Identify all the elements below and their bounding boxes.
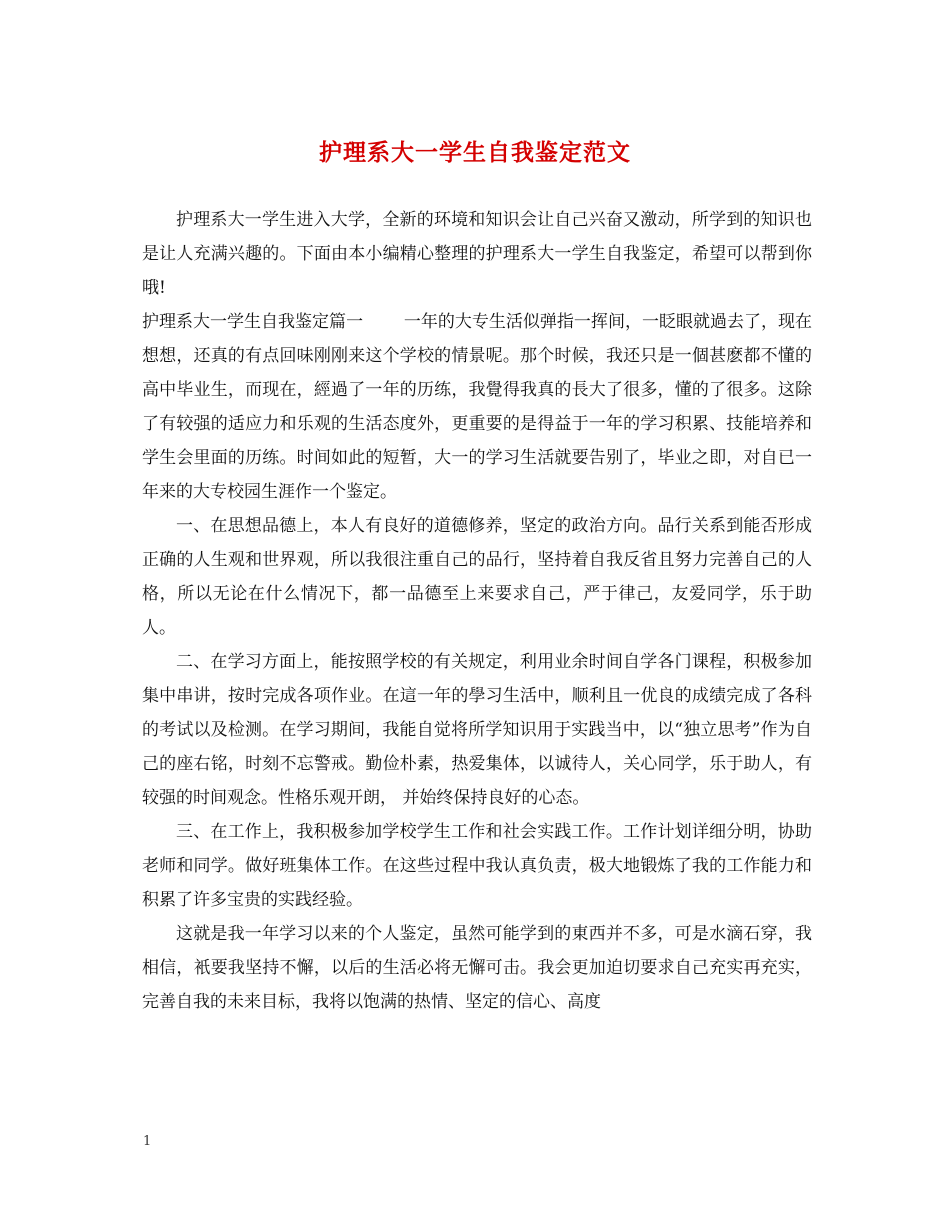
- page-number: 1: [143, 1134, 152, 1149]
- paragraph-moral: 一、在思想品德上，本人有良好的道德修养，坚定的政治方向。品行关系到能否形成正确的人生观和世界观，所以我很注重自己的品行，坚持着自我反省且努力完善自己的人格，所以无论在什么情况下，都一品德至上来要求自己，严于律己，友爱同学，乐于助人。: [142, 516, 812, 638]
- section-heading: 护理系大一学生自我鉴定篇一: [142, 312, 364, 332]
- section-opening-text: 一年的大专生活似弹指一挥间，一眨眼就過去了，现在想想，还真的有点回味刚刚来这个学校的情景呢。那个时候，我还只是一個甚麽都不懂的高中毕业生，而现在，經過了一年的历练，我覺得我真的長大了很多，懂的了很多。这除了有较强的适应力和乐观的生活态度外，更重要的是得益于一年的学习积累、技能培养和学生会里面的历练。时间如此的短暂，大一的学习生活就要告别了，毕业之即，对自已一年来的大专校园生涯作一个鉴定。: [142, 312, 813, 502]
- paragraph-work: 三、在工作上，我积极参加学校学生工作和社会实践工作。工作计划详细分明，协助老师和同学。做好班集体工作。在这些过程中我认真负责，极大地锻炼了我的工作能力和积累了许多宝贵的实践经验。: [142, 822, 812, 910]
- document-body: [142, 203, 812, 1019]
- section-paragraph: [142, 305, 812, 509]
- intro-paragraph: 护理系大一学生进入大学，全新的环境和知识会让自己兴奋又激动，所学到的知识也是让人充满兴趣的。下面由本小编精心整理的护理系大一学生自我鉴定，希望可以帮到你哦!: [142, 210, 812, 298]
- document-title: 护理系大一学生自我鉴定范文: [319, 139, 631, 166]
- paragraph-study: 二、在学习方面上，能按照学校的有关规定，利用业余时间自学各门课程，积极参加集中串讲，按时完成各项作业。在這一年的學习生活中，顺利且一优良的成绩完成了各科的考试以及检测。在学习期间，我能自觉将所学知识用于实践当中，以“独立思考”作为自己的座右铭，时刻不忘警戒。勤俭朴素，热爱集体，以诚待人，关心同学，乐于助人，有较强的时间观念。性格乐观开朗， 并始终保持良好的心态。: [142, 652, 812, 808]
- paragraph-conclusion: 这就是我一年学习以来的个人鉴定，虽然可能学到的東西并不多，可是水滴石穿，我相信，衹要我坚持不懈，以后的生活必将无懈可击。我会更加迫切要求自己充实再充实，完善自我的未来目标，我将以饱满的热情、坚定的信心、高度: [142, 924, 812, 1012]
